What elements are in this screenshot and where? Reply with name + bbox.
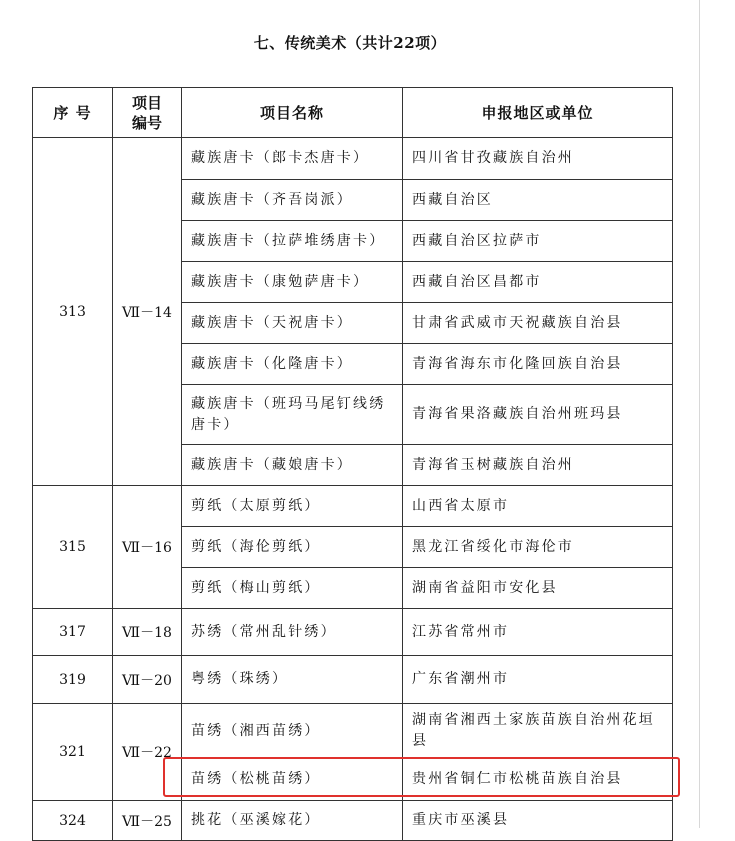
cell-region: 重庆市巫溪县	[403, 801, 673, 841]
cell-project-name: 剪纸（海伦剪纸）	[182, 527, 403, 568]
cell-region: 西藏自治区昌都市	[403, 262, 673, 303]
cell-seq: 324	[33, 801, 113, 841]
cell-project-name: 藏族唐卡（藏娘唐卡）	[182, 445, 403, 486]
cell-code: Ⅶ－16	[113, 486, 182, 609]
cell-project-name: 藏族唐卡（天祝唐卡）	[182, 303, 403, 344]
header-code-line2: 编号	[131, 113, 162, 132]
section-title: 七、传统美术（共计22项）	[253, 34, 447, 52]
cell-seq: 321	[33, 704, 113, 801]
table-row	[33, 801, 673, 841]
cell-region: 西藏自治区	[403, 180, 673, 221]
cell-region: 江苏省常州市	[403, 609, 673, 656]
cell-project-name: 粤绣（珠绣）	[182, 656, 403, 704]
header-row	[33, 88, 673, 138]
table-body	[33, 138, 673, 841]
header-region: 申报地区或单位	[403, 88, 673, 138]
cell-region: 贵州省铜仁市松桃苗族自治县	[403, 759, 673, 801]
header-name: 项目名称	[182, 88, 403, 138]
cell-project-name: 苗绣（松桃苗绣）	[182, 759, 403, 801]
header-seq: 序 号	[33, 88, 113, 138]
cell-seq: 313	[33, 138, 113, 486]
header-code	[113, 88, 182, 138]
cell-region: 甘肃省武威市天祝藏族自治县	[403, 303, 673, 344]
cell-project-name: 藏族唐卡（齐吾岗派）	[182, 180, 403, 221]
table-row	[33, 656, 673, 704]
cell-seq: 319	[33, 656, 113, 704]
cell-project-name: 苗绣（湘西苗绣）	[182, 704, 403, 759]
cell-project-name: 藏族唐卡（郎卡杰唐卡）	[182, 138, 403, 180]
header-code-line1: 项目	[131, 93, 162, 112]
table-row	[33, 704, 673, 759]
table-row	[33, 609, 673, 656]
cell-project-name: 剪纸（梅山剪纸）	[182, 568, 403, 609]
cell-region: 青海省玉树藏族自治州	[403, 445, 673, 486]
cell-code: Ⅶ－25	[113, 801, 182, 841]
cell-seq: 315	[33, 486, 113, 609]
table-row	[33, 486, 673, 527]
cell-project-name: 藏族唐卡（化隆唐卡）	[182, 344, 403, 385]
cell-code: Ⅶ－14	[113, 138, 182, 486]
cell-region: 黑龙江省绥化市海伦市	[403, 527, 673, 568]
heritage-table	[32, 87, 673, 841]
cell-region: 西藏自治区拉萨市	[403, 221, 673, 262]
cell-project-name: 藏族唐卡（拉萨堆绣唐卡）	[182, 221, 403, 262]
page-right-edge	[699, 0, 700, 828]
cell-region: 四川省甘孜藏族自治州	[403, 138, 673, 180]
cell-project-name: 苏绣（常州乱针绣）	[182, 609, 403, 656]
cell-region: 青海省果洛藏族自治州班玛县	[403, 385, 673, 445]
cell-project-name: 剪纸（太原剪纸）	[182, 486, 403, 527]
cell-region: 湖南省益阳市安化县	[403, 568, 673, 609]
cell-region: 广东省潮州市	[403, 656, 673, 704]
cell-code: Ⅶ－18	[113, 609, 182, 656]
cell-code: Ⅶ－20	[113, 656, 182, 704]
cell-project-name: 藏族唐卡（班玛马尾钉线绣唐卡）	[182, 385, 403, 445]
cell-region: 湖南省湘西土家族苗族自治州花垣县	[403, 704, 673, 759]
cell-seq: 317	[33, 609, 113, 656]
cell-region: 青海省海东市化隆回族自治县	[403, 344, 673, 385]
cell-code: Ⅶ－22	[113, 704, 182, 801]
cell-project-name: 挑花（巫溪嫁花）	[182, 801, 403, 841]
cell-project-name: 藏族唐卡（康勉萨唐卡）	[182, 262, 403, 303]
cell-region: 山西省太原市	[403, 486, 673, 527]
table-row	[33, 138, 673, 180]
